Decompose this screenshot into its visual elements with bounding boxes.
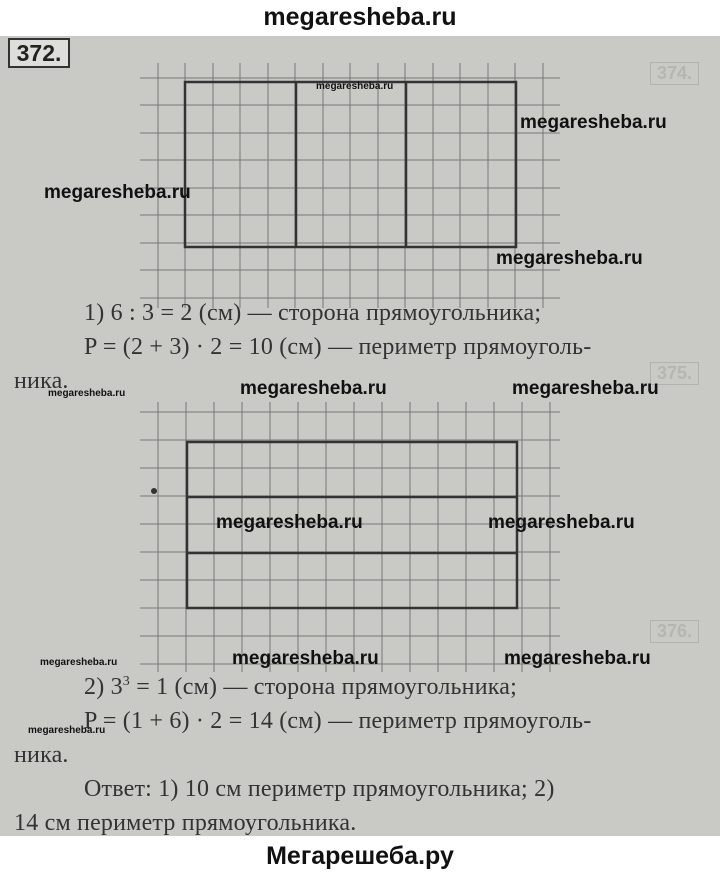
site-footer: Мегарешеба.ру xyxy=(0,836,720,876)
problem-number: 372. xyxy=(8,38,70,68)
site-header: megaresheba.ru xyxy=(0,0,720,36)
watermark: megaresheba.ru xyxy=(216,512,363,533)
watermark: megaresheba.ru xyxy=(48,388,126,399)
watermark: megaresheba.ru xyxy=(488,512,635,533)
watermark: megaresheba.ru xyxy=(28,725,106,736)
watermark: megaresheba.ru xyxy=(44,182,191,203)
part2-line2: P = (1 + 6) · 2 = 14 (см) — периметр прямоуголь- xyxy=(84,708,592,734)
watermark: megaresheba.ru xyxy=(40,657,118,668)
figure-2-dot xyxy=(151,488,157,494)
answer-line1: Ответ: 1) 10 см периметр прямоугольника; 2) xyxy=(84,776,555,802)
part2-line3: ника. xyxy=(14,742,69,768)
watermark: megaresheba.ru xyxy=(240,378,387,399)
watermark: megaresheba.ru xyxy=(504,648,651,669)
part2-line1-exponent: 3 xyxy=(122,674,130,689)
figure-2-grid xyxy=(130,402,570,672)
part1-line1: 1) 6 : 3 = 2 (см) — сторона прямоугольника; xyxy=(84,300,542,326)
part2-line1 xyxy=(84,674,517,701)
part2-line1-rest: = 1 (см) — сторона прямоугольника; xyxy=(130,674,517,700)
ghost-number-374: 374. xyxy=(650,62,699,85)
textbook-scan xyxy=(0,36,720,836)
answer-line2: 14 см периметр прямоугольника. xyxy=(14,810,357,836)
watermark: megaresheba.ru xyxy=(496,248,643,269)
watermark: megaresheba.ru xyxy=(232,648,379,669)
part2-line1-prefix: 2) 3 xyxy=(84,674,123,700)
figure-1-grid-lines xyxy=(140,63,560,308)
ghost-number-375: 375. xyxy=(650,362,699,385)
watermark: megaresheba.ru xyxy=(520,112,667,133)
watermark: megaresheba.ru xyxy=(512,378,659,399)
part1-line3: ника. xyxy=(14,368,69,394)
watermark: megaresheba.ru xyxy=(316,81,394,92)
figure-1-grid xyxy=(130,58,570,308)
part1-line2: P = (2 + 3) · 2 = 10 (см) — периметр прямоуголь- xyxy=(84,334,592,360)
ghost-number-376: 376. xyxy=(650,620,699,643)
